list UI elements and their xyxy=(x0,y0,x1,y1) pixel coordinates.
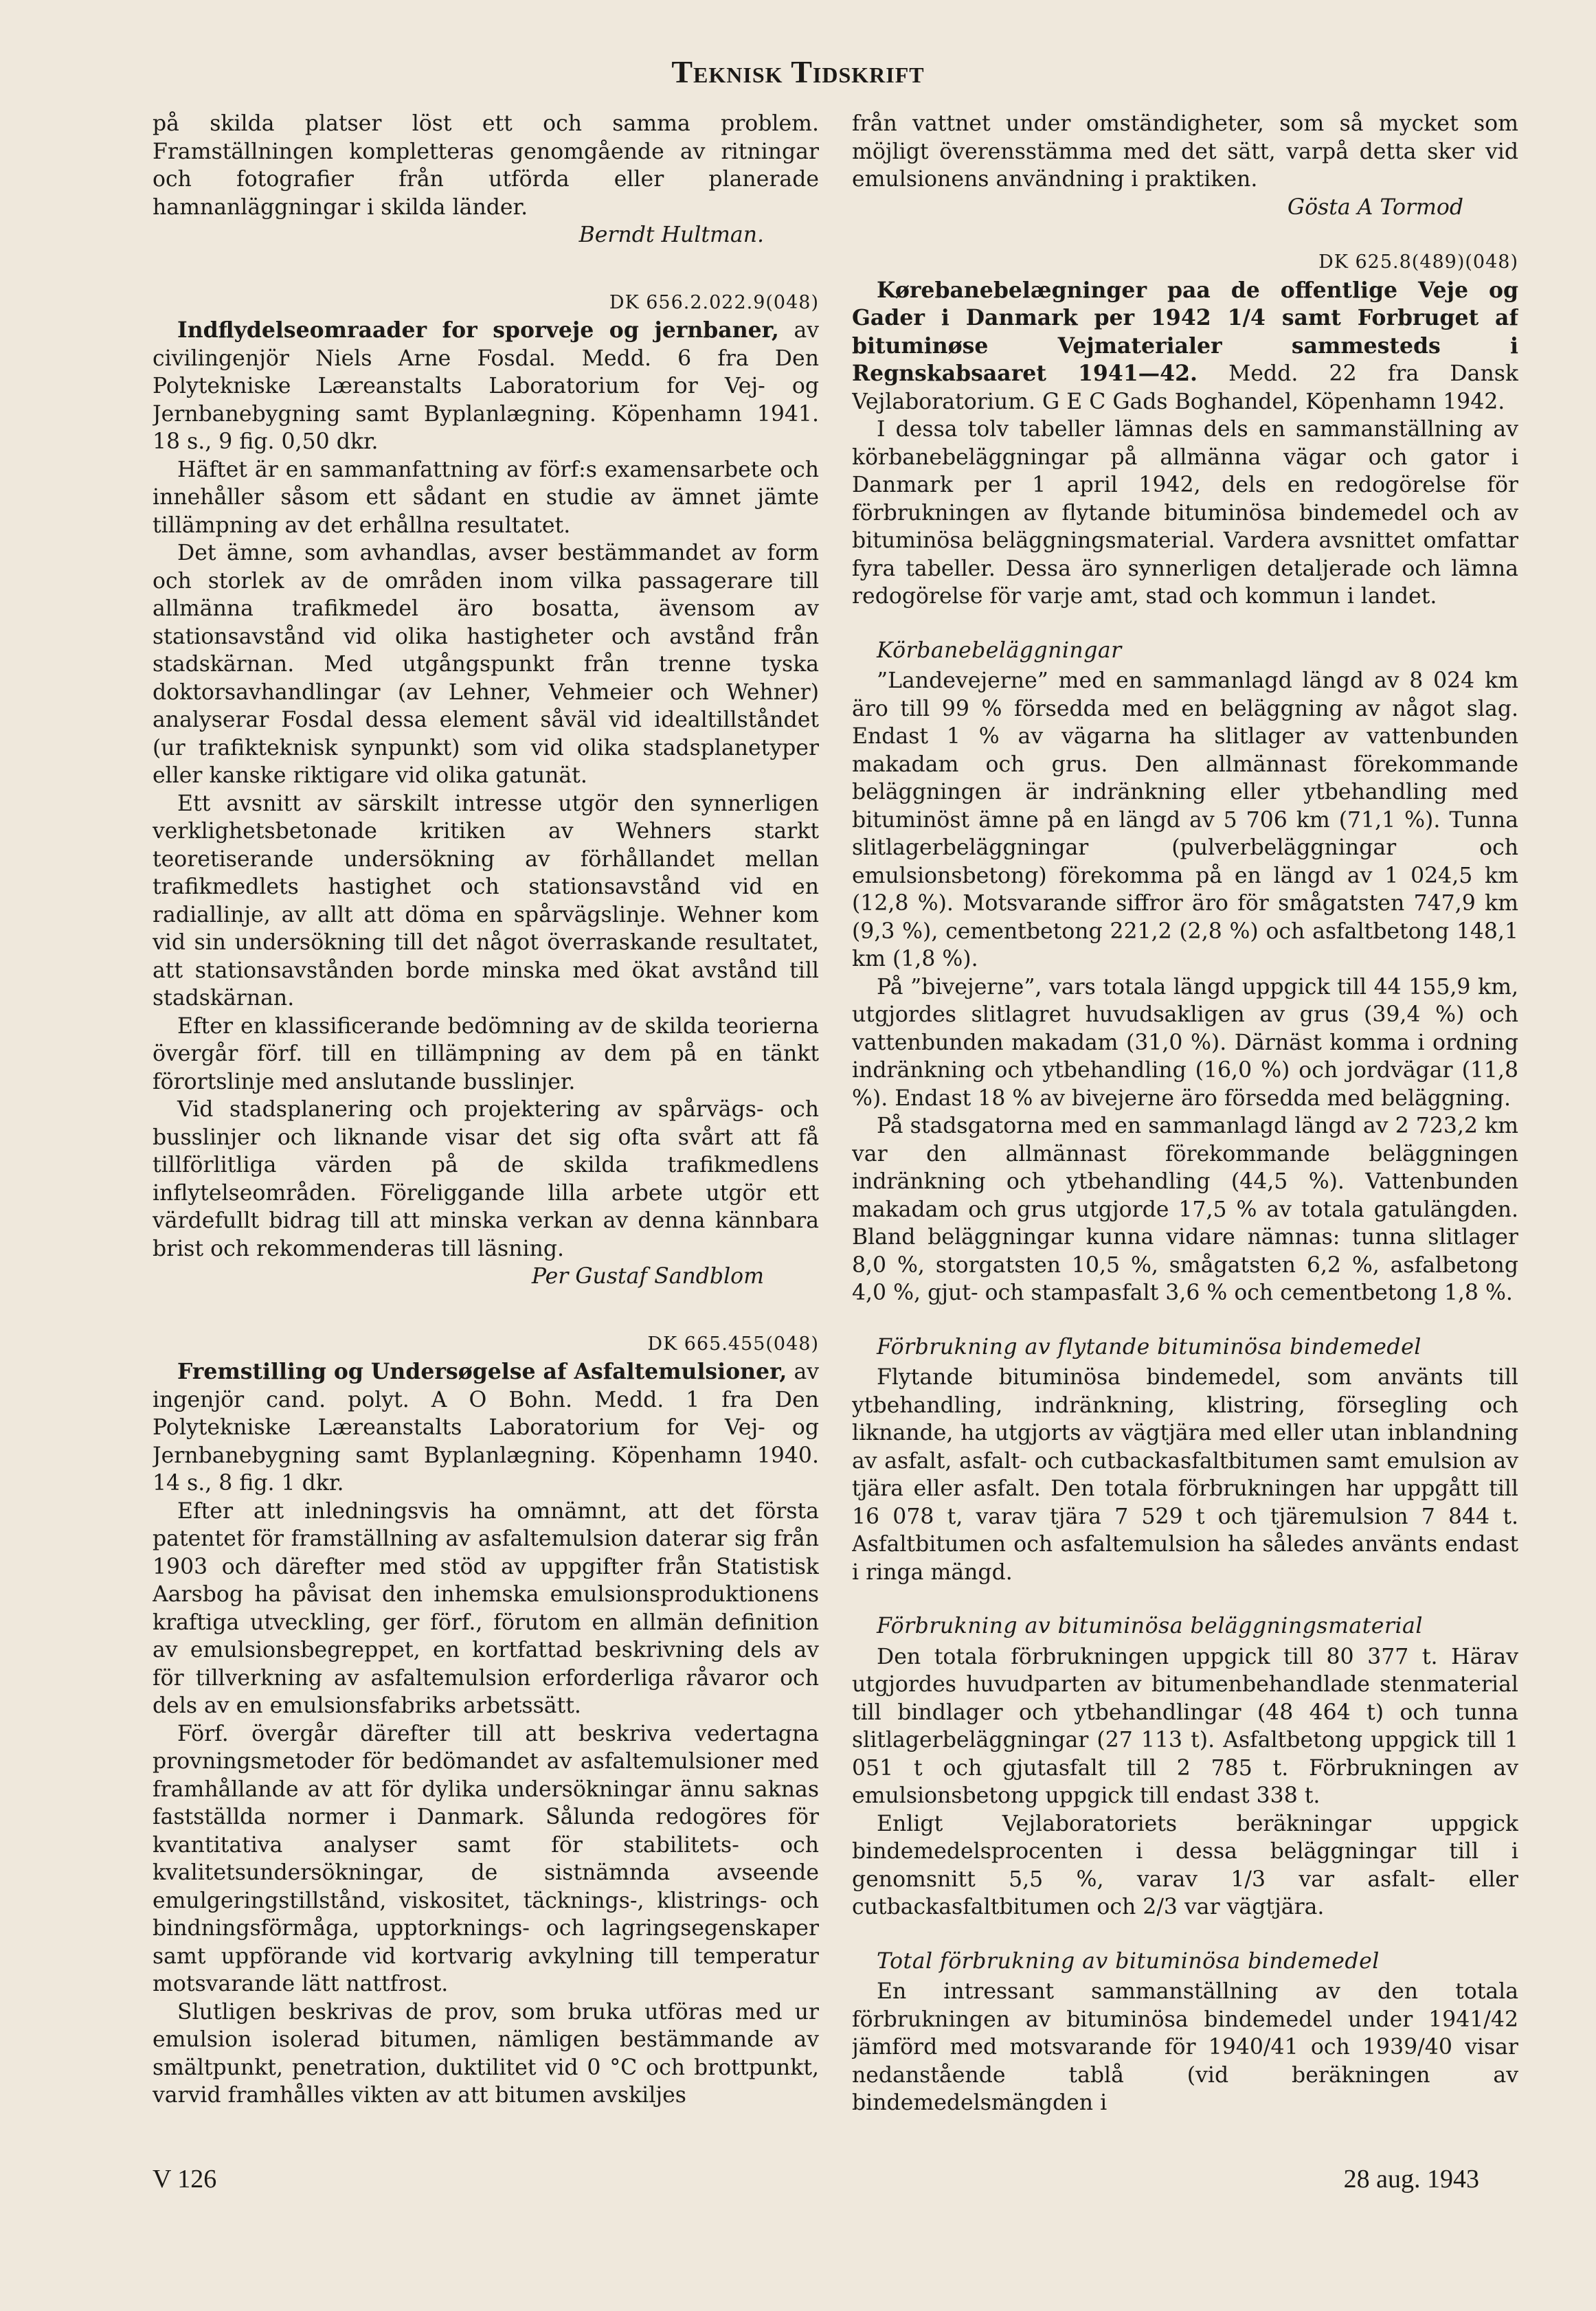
review-paragraph: Ett avsnitt av särskilt intresse utgör den synnerligen verklighetsbetonade kritiken av Wehners starkt teoretiserande undersökning av förhållandet mellan trafikmedlets hastighet och stationsavstånd vid en radiallinje, av allt att döma en spårvägslinje. Wehner kom vid sin undersökning till det något överraskande resultatet, att stationsavstånden borde minska med ökat avstånd till stadskärnan. xyxy=(153,791,819,1011)
dk-classification: DK 625.8(489)(048) xyxy=(1318,251,1518,273)
review-entry xyxy=(153,317,819,456)
review-paragraph: Vid stadsplanering och projektering av spårvägs- och busslinjer och liknande visar det sig ofta svårt att få tillförlitliga värden på de skilda trafikmedlens inflytelseområden. Föreliggande lilla arbete utgör ett värdefullt bidrag till att minska verkan av denna kännbara brist och rekommenderas till läsning. xyxy=(153,1097,819,1261)
review-paragraph: Förf. övergår därefter till att beskriva vedertagna provningsmetoder för bedömandet av asfaltemulsioner med framhållande av att för dylika undersökningar ännu saknas fastställda normer i Danmark. Sålunda redogöres för kvantitativa analyser samt för stabilitets- och kvalitetsundersökningar, de sistnämnda avseende emulgeringstillstånd, viskositet, täcknings-, klistrings- och bindningsförmåga, upptorknings- och lagringsegenskaper samt uppförande vid kortvarig avkylning till temperatur motsvarande lätt nattfrost. xyxy=(153,1721,819,1996)
review-paragraph: ”Landevejerne” med en sammanlagd längd av 8 024 km äro till 99 % försedda med en beläggning av något slag. Endast 1 % av vägarna ha slitlager av vattenbunden makadam och grus. Den allmännast förekommande beläggningen är indränkning eller ytbehandling med bituminöst ämne på en längd av 5 706 km (71,1 %). Tunna slitlagerbeläggningar (pulverbeläggningar och emulsionsbetong) förekomma på en längd av 1 024,5 km (12,8 %). Motsvarande siffror äro för smågatsten 747,9 km (9,3 %), cementbetong 221,2 (2,8 %) och asfaltbetong 148,1 km (1,8 %). xyxy=(852,668,1518,971)
section-heading: Förbrukning av bituminösa beläggningsmaterial xyxy=(877,1614,1423,1638)
book-title: Indflydelseomraader for sporveje og jernbaner, xyxy=(177,317,779,343)
review-paragraph: På ”bivejerne”, vars totala längd uppgick till 44 155,9 km, utgjordes slitlagret huvudsakligen av grus (39,4 %) och vattenbunden makadam (31,0 %). Därnäst komma i ordning indränkning och ytbehandling (16,0 %) och jordvägar (11,8 %). Endast 18 % av bivejerne äro försedda med beläggning. xyxy=(852,974,1518,1111)
section-heading: Förbrukning av flytande bituminösa bindemedel xyxy=(877,1334,1421,1360)
dk-classification: DK 656.2.022.9(048) xyxy=(609,291,819,313)
review-paragraph: Efter att inledningsvis ha omnämnt, att det första patentet för framställning av asfaltemulsion daterar sig från 1903 och därefter med stöd av uppgifter från Statistisk Aarsbog ha påvisat den inhemska emulsionsproduktionens kraftiga utveckling, ger förf., förutom en allmän definition av emulsionsbegreppet, en kortfattad beskrivning dels av för tillverkning av asfaltemulsion erforderliga råvaror och dels av en emulsionsfabriks arbetssätt. xyxy=(153,1498,819,1718)
review-entry xyxy=(852,277,1518,416)
review-entry xyxy=(153,1358,819,1498)
reviewer-signature: Per Gustaf Sandblom xyxy=(531,1264,764,1289)
right-column xyxy=(852,110,1518,2185)
book-citation: Medd. 22 fra Dansk Vejlaboratorium. G E C Gads Boghandel, Köpenhamn 1942. xyxy=(852,361,1518,414)
review-text: på skilda platser löst ett och samma problem. Framställningen kompletteras genomgående av ritningar och fotografier från utförda eller planerade hamnanläggningar i skilda länder. xyxy=(153,111,819,220)
dk-classification: DK 665.455(048) xyxy=(647,1333,819,1355)
section-heading: Körbanebeläggningar xyxy=(877,638,1122,663)
reviewer-signature: Berndt Hultman. xyxy=(578,223,764,247)
review-paragraph: Häftet är en sammanfattning av förf:s examensarbete och innehåller såsom ett sådant en studie av ämnet jämte tillämpning av det erhållna resultatet. xyxy=(153,457,819,538)
section-heading: Total förbrukning av bituminösa bindemedel xyxy=(877,1948,1380,1974)
book-title: Fremstilling og Undersøgelse af Asfaltemulsioner, xyxy=(177,1359,787,1384)
book-citation: av civilingenjör Niels Arne Fosdal. Medd. 6 fra Den Polytekniske Læreanstalts Laboratorium for Vej- og Jernbanebygning samt Byplanlægning. Köpenhamn 1941. 18 s., 9 fig. 0,50 dkr. xyxy=(153,318,819,454)
book-citation: av ingenjör cand. polyt. A O Bohn. Medd. 1 fra Den Polytekniske Læreanstalts Laboratorium for Vej- og Jernbanebygning samt Byplanlægning. Köpenhamn 1940. 14 s., 8 fig. 1 dkr. xyxy=(153,1360,819,1496)
left-column xyxy=(153,110,819,2185)
review-paragraph: Den totala förbrukningen uppgick till 80 377 t. Härav utgjordes huvudparten av bitumenbehandlade stenmaterial till bindlager och ytbehandlingar (48 464 t) och tunna slitlagerbeläggningar (27 113 t). Asfaltbetong uppgick till 1 051 t och gjutasfalt till 2 785 t. Förbrukningen av emulsionsbetong uppgick till endast 338 t. xyxy=(852,1644,1518,1808)
review-paragraph: Flytande bituminösa bindemedel, som använts till ytbehandling, indränkning, klistring, försegling och liknande, ha utgjorts av vägtjära med eller utan inblandning av asfalt, asfalt- och cutbackasfaltbitumen samt emulsion av tjära eller asfalt. Den totala förbrukningen har uppgått till 16 078 t, varav tjära 7 529 t och tjäremulsion 7 844 t. Asfaltbitumen och asfaltemulsion ha således använts endast i ringa mängd. xyxy=(852,1365,1518,1585)
review-paragraph: I dessa tolv tabeller lämnas dels en sammanställning av körbanebeläggningar på allmänna vägar och gator i Danmark per 1 april 1942, dels en redogörelse för förbrukningen av flytande bituminösa bindemedel och av bituminösa beläggningsmaterial. Vardera avsnittet omfattar fyra tabeller. Dessa äro synnerligen detaljerade och lämna redogörelse för varje amt, stad och kommun i landet. xyxy=(852,417,1518,609)
page-number: V 126 xyxy=(153,2165,217,2194)
review-paragraph: Det ämne, som avhandlas, avser bestämmandet av form och storlek av de områden inom vilka passagerare till allmänna trafikmedel äro bosatta, ävensom av stationsavstånd vid olika hastigheter och avstånd från stadskärnan. Med utgångspunkt från trenne tyska doktorsavhandlingar (av Lehner, Vehmeier och Wehner) analyserar Fosdal dessa element såväl vid idealtillståndet (ur trafikteknisk synpunkt) som vid olika stadsplanetyper eller kanske riktigare vid olika gatunät. xyxy=(153,541,819,788)
book-title: Kørebanebelægninger paa de offentlige Veje og Gader i Danmark per 1942 1/4 samt Forbruget af bituminøse Vejmaterialer sammesteds i Regnskabsaaret 1941—42. xyxy=(852,277,1518,386)
review-paragraph: Enligt Vejlaboratoriets beräkningar uppgick bindemedelsprocenten i dessa beläggningar till i genomsnitt 5,5 %, varav 1/3 var asfalt- eller cutbackasfaltbitumen och 2/3 var vägtjära. xyxy=(852,1811,1518,1919)
review-text: från vattnet under omständigheter, som så mycket som möjligt överensstämma med det sätt, varpå detta sker vid emulsionens användning i praktiken. xyxy=(852,111,1518,192)
review-paragraph: En intressant sammanställning av den totala förbrukningen av bituminösa bindemedel under 1941/42 jämförd med motsvarande för 1940/41 och 1939/40 visar nedanstående tablå (vid beräkningen av bindemedelsmängden i xyxy=(852,1979,1518,2115)
review-paragraph: På stadsgatorna med en sammanlagd längd av 2 723,2 km var den allmännast förekommande beläggningen indränkning och ytbehandling (44,5 %). Vattenbunden makadam och grus utgjorde 17,5 % av totala gatulängden. Bland beläggningar kunna vidare nämnas: tunna slitlager 8,0 %, storgatsten 10,5 %, smågatsten 6,2 %, asfalbetong 4,0 %, gjut- och stampasfalt 3,6 % och cementbetong 1,8 %. xyxy=(852,1114,1518,1305)
review-paragraph: Efter en klassificerande bedömning av de skilda teorierna övergår förf. till en tillämpning av dem på en tänkt förortslinje med anslutande busslinjer. xyxy=(153,1013,819,1094)
issue-date: 28 aug. 1943 xyxy=(1343,2165,1479,2194)
review-paragraph: Slutligen beskrivas de prov, som bruka utföras med ur emulsion isolerad bitumen, nämligen bestämmande av smältpunkt, penetration, duktilitet vid 0 °C och brottpunkt, varvid framhålles vikten av att bitumen avskiljes xyxy=(153,1999,819,2108)
reviewer-signature: Gösta A Tormod xyxy=(1287,194,1463,220)
journal-header: Teknisk Tidskrift xyxy=(671,54,925,89)
